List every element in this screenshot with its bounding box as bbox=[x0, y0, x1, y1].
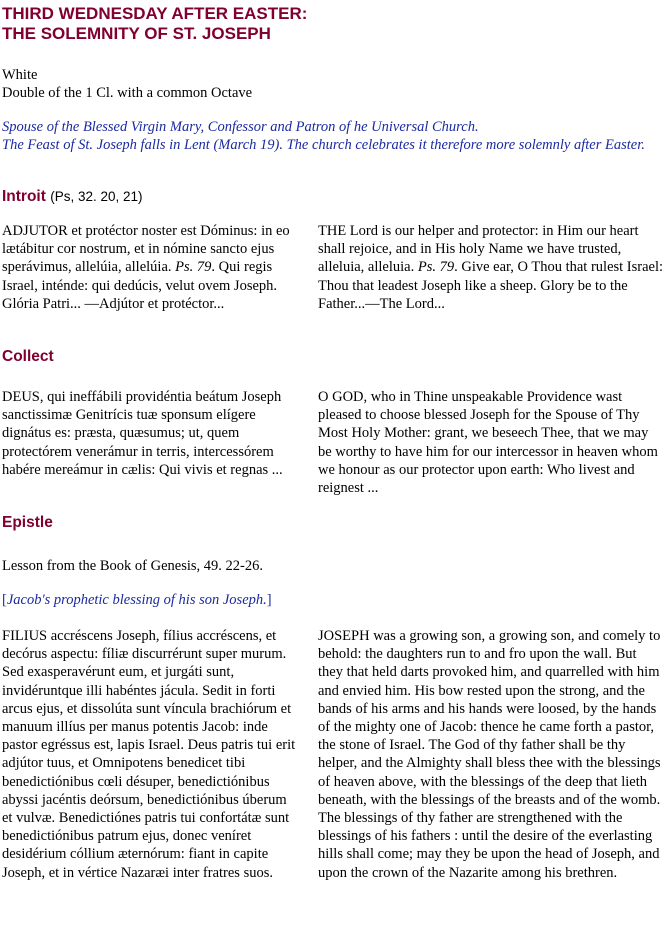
epistle-english: JOSEPH was a growing son, a growing son, and comely to behold: the daughters run to and fro upon the wall. But they that held darts provoked him, and quarrelled with him and envied him. His bow rested upon the strong, and the bands of his arms and his hands were loosed, by the hands of the mighty one of Jacob: thence he came forth a pastor, the stone of Israel. The God of thy father shall be thy helper, and the Almighty shall bless thee with the blessings of heaven above, with the blessings of the deep that lieth beneath, with the blessings of the breasts and of the womb. The blessings of thy father are strengthened with the blessings of his fathers : until the desire of the everlasting hills shall come; may they be upon the head of Joseph, and upon the crown of the Nazarite among his brethren. bbox=[318, 628, 661, 881]
epistle-latin: FILIUS accréscens Joseph, fílius accréscens, et decórus aspectu: fíliæ discurrérunt super murum. Sed exasperavérunt eum, et jurgáti sunt, invidéruntque illi habéntes jácula. Sedit in forti arcus ejus, et dissolúta sunt víncula brachiórum et manuum illíus per manus potentis Jacob: inde pastor egréssus est, lapis Israel. Deus patris tui erit adjútor tuus, et Omnipotens benedicet tibi benedictiónibus cœli désuper, benedictiónibus abyssi jacéntis deórsum, benedictiónibus úberum et vulvæ. Benedictiónes patris tui confortátæ sunt benedictiónibus patrum ejus, donec veníret desidérium cóllium æternórum: fiant in capite Joseph, et in vértice Nazaræi inter fratres suos. bbox=[2, 628, 296, 881]
introit-english-psalm: Ps. 79 bbox=[417, 259, 455, 276]
bracket-open: [ bbox=[2, 592, 7, 608]
introit-english-text-2: . Give ear, O Thou that rulest Israel: Thou that leadest Joseph like a sheep. Glory be to the Father...—The Lord... bbox=[318, 259, 664, 312]
introit-latin-text-2: . Qui regis Israel, inténde: qui dedúcis, velut ovem Joseph. Glória Patri... —Adjútor et protéctor... bbox=[2, 259, 278, 312]
collect-latin: DEUS, qui ineffábili providéntia beátum Joseph sanctissimæ Genitrícis tuæ sponsum elígere dignátus es: præsta, quæsumus; ut, quem protectórem venerámur in terris, intercessórem habére mereámur in cælis: Qui vivis et regnas ... bbox=[2, 389, 283, 478]
collect-english: O GOD, who in Thine unspeakable Providence wast pleased to choose blessed Joseph for the Spouse of Thy Most Holy Mother: grant, we beseech Thee, that we may be worthy to have him for our intercessor in heaven whom we honour as our protector upon earth: Who livest and reignest ... bbox=[318, 389, 658, 497]
introit-psalm-ref: (Ps, 32. 20, 21) bbox=[50, 189, 143, 204]
feast-note-line-2: The Feast of St. Joseph falls in Lent (March 19). The church celebrates it therefore more solemnly after Easter. bbox=[2, 137, 645, 153]
introit-heading-label: Introit bbox=[2, 188, 46, 205]
page-title-line-1: THIRD WEDNESDAY AFTER EASTER: bbox=[2, 4, 308, 23]
page-title-line-2: THE SOLEMNITY OF ST. JOSEPH bbox=[2, 24, 271, 43]
feast-note bbox=[2, 118, 652, 154]
bracket-close: ] bbox=[266, 592, 272, 608]
introit-latin bbox=[2, 222, 298, 313]
introit-latin-psalm: Ps. 79 bbox=[175, 259, 212, 276]
introit-english bbox=[318, 222, 664, 313]
introit-heading bbox=[2, 187, 143, 206]
page-title bbox=[2, 4, 307, 44]
feast-rank: Double of the 1 Cl. with a common Octave bbox=[2, 85, 253, 101]
epistle-heading: Epistle bbox=[2, 514, 53, 531]
introit-english-text: THE Lord is our helper and protector: in Him our heart shall rejoice, and in His holy Name we have trusted, alleluia, alleluia. bbox=[318, 223, 639, 276]
collect-heading: Collect bbox=[2, 348, 54, 365]
epistle-summary bbox=[2, 591, 272, 609]
introit-latin-text: ADJUTOR et protéctor noster est Dóminus: in eo lætábitur cor nostrum, et in nómine sancto ejus sperávimus, allelúia, allelúia. bbox=[2, 223, 290, 276]
epistle-summary-text: Jacob's prophetic blessing of his son Joseph. bbox=[6, 592, 267, 608]
liturgical-color: White bbox=[2, 67, 38, 83]
feast-note-line-1: Spouse of the Blessed Virgin Mary, Confessor and Patron of he Universal Church. bbox=[2, 119, 479, 135]
epistle-lesson: Lesson from the Book of Genesis, 49. 22-26. bbox=[2, 558, 263, 574]
